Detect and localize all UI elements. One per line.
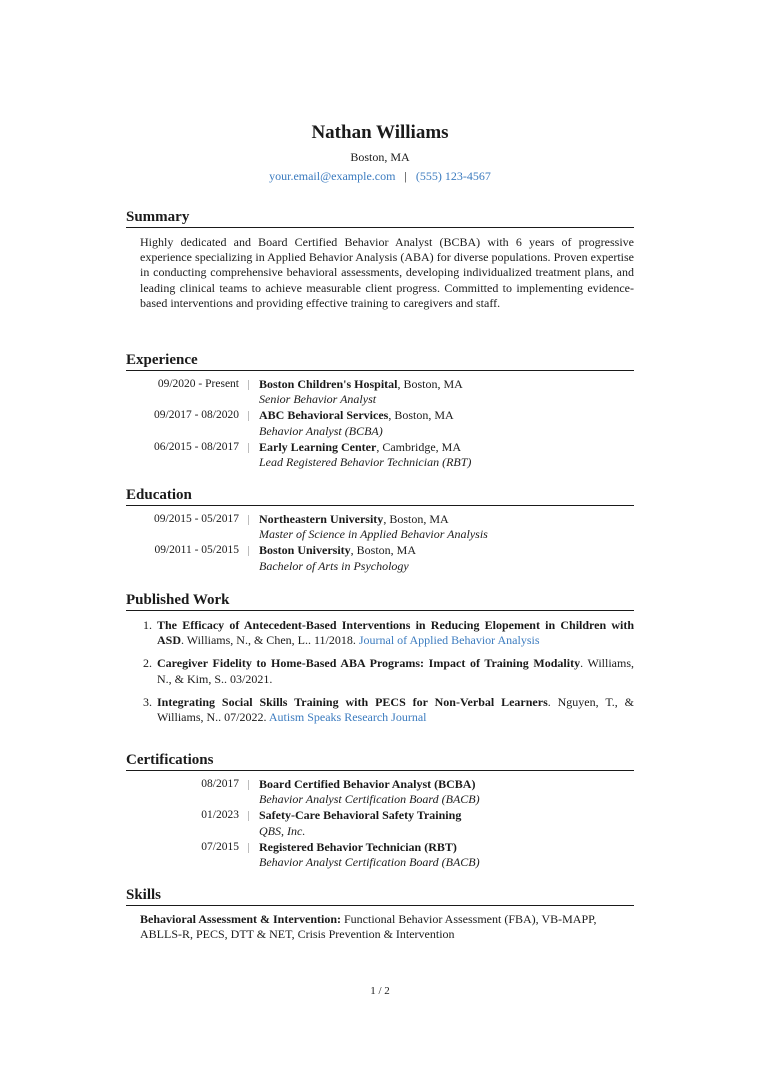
publication-title: Caregiver Fidelity to Home-Based ABA Programs: Impact of Training Modality: [157, 656, 581, 671]
employer-name: Early Learning Center: [259, 439, 377, 454]
job-title: Senior Behavior Analyst: [259, 392, 377, 407]
certifications-heading: Certifications: [126, 751, 634, 771]
certification-name: Safety-Care Behavioral Safety Training: [259, 808, 462, 823]
experience-heading: Experience: [126, 351, 634, 371]
summary-heading: Summary: [126, 208, 634, 228]
institution-name: Boston University: [259, 543, 351, 558]
education-section: [126, 486, 634, 574]
entry-date: 09/2011 - 05/2015: [154, 544, 239, 557]
entry-date: 09/2015 - 05/2017: [154, 513, 239, 525]
publication-citation: [157, 695, 634, 725]
phone-link[interactable]: (555) 123-4567: [415, 169, 491, 183]
employer-location: , Boston, MA: [388, 408, 454, 423]
experience-entry: [126, 408, 634, 438]
contact-separator: |: [404, 169, 407, 183]
publication-venue-link[interactable]: Autism Speaks Research Journal: [268, 710, 427, 725]
certification-issuer: Behavior Analyst Certification Board (BACB): [259, 855, 480, 870]
entry-date: 01/2023: [201, 809, 239, 822]
page-indicator: 1 / 2: [370, 985, 390, 997]
institution-location: , Boston, MA: [350, 543, 417, 558]
certifications-section: [126, 751, 634, 870]
date-separator: [248, 808, 249, 838]
degree: Master of Science in Applied Behavior Analysis: [259, 527, 488, 542]
institution-location: , Boston, MA: [383, 512, 449, 526]
skill-category: Behavioral Assessment & Intervention:: [140, 912, 341, 926]
entry-details: [249, 408, 454, 438]
publication-number: 2.: [143, 656, 152, 671]
entry-details: [249, 840, 480, 870]
publication-list: [126, 618, 634, 725]
publication-number: 3.: [143, 694, 152, 709]
date-separator: [248, 512, 249, 542]
entry-details: [249, 377, 463, 407]
date-separator: [248, 440, 249, 470]
job-title: Behavior Analyst (BCBA): [259, 423, 383, 438]
publication-item: [126, 618, 634, 648]
entry-date: 09/2017 - 08/2020: [154, 409, 239, 422]
skill-list: Functional Behavior Assessment (FBA), VB-MAPP, ABLLS-R, PECS, DTT & NET, Crisis Prevention & Intervention: [140, 912, 597, 942]
date-separator: [248, 377, 249, 407]
publication-title: The Efficacy of Antecedent-Based Interventions in Reducing Elopement in Children with ASD: [157, 618, 634, 648]
certification-issuer: QBS, Inc.: [259, 823, 306, 838]
employer-name: Boston Children's Hospital: [259, 377, 398, 391]
experience-section: [126, 351, 634, 470]
resume-header: [0, 121, 760, 183]
publications-section: [126, 591, 634, 725]
entry-details: [249, 543, 416, 573]
certification-name: Registered Behavior Technician (RBT): [259, 839, 457, 854]
certification-entry: [126, 777, 634, 807]
certification-list: [126, 777, 634, 870]
education-entry: [126, 543, 634, 573]
publication-citation: [157, 618, 634, 648]
contact-line: [0, 169, 760, 183]
skills-heading: Skills: [126, 886, 634, 906]
publication-venue-link[interactable]: Journal of Applied Behavior Analysis: [358, 633, 540, 648]
institution-name: Northeastern University: [259, 512, 384, 526]
experience-entry: [126, 440, 634, 470]
entry-details: [249, 808, 461, 838]
certification-issuer: Behavior Analyst Certification Board (BACB): [259, 792, 480, 807]
skills-entry: [140, 912, 634, 942]
experience-list: [126, 377, 634, 470]
skills-section: [126, 886, 634, 942]
certification-entry: [126, 808, 634, 838]
entry-date: 07/2015: [201, 840, 239, 853]
publication-item: [126, 656, 634, 686]
entry-details: [249, 440, 471, 470]
candidate-location: Boston, MA: [350, 150, 410, 164]
email-link[interactable]: your.email@example.com: [269, 169, 396, 183]
employer-location: , Boston, MA: [397, 377, 463, 391]
summary-section: [126, 208, 634, 311]
entry-date: 08/2017: [201, 778, 239, 790]
degree: Bachelor of Arts in Psychology: [259, 558, 409, 573]
education-entry: [126, 512, 634, 542]
date-separator: [248, 840, 249, 870]
publication-meta: . Williams, N., & Kim, S.. 03/2021.: [157, 656, 634, 686]
entry-details: [249, 512, 488, 542]
publications-heading: Published Work: [126, 591, 634, 611]
date-separator: [248, 777, 249, 807]
publication-citation: [157, 656, 634, 686]
publication-item: [126, 695, 634, 725]
education-heading: Education: [126, 486, 634, 506]
employer-location: , Cambridge, MA: [376, 439, 461, 454]
entry-date: 06/2015 - 08/2017: [154, 440, 239, 453]
date-separator: [248, 408, 249, 438]
certification-entry: [126, 840, 634, 870]
entry-date: 09/2020 - Present: [157, 378, 239, 390]
certification-name: Board Certified Behavior Analyst (BCBA): [259, 777, 476, 791]
employer-name: ABC Behavioral Services: [259, 408, 389, 423]
experience-entry: [126, 377, 634, 407]
publication-meta: . Nguyen, T., & Williams, N.. 07/2022.: [157, 694, 634, 725]
publication-title: Integrating Social Skills Training with PECS for Non-Verbal Learners: [157, 694, 548, 709]
education-list: [126, 512, 634, 574]
publication-meta: . Williams, N., & Chen, L.. 11/2018.: [181, 633, 359, 648]
entry-details: [249, 777, 480, 807]
summary-text: Highly dedicated and Board Certified Behavior Analyst (BCBA) with 6 years of progressive experience specializing in Applied Behavior Analysis (ABA) for diverse populations. Proven expertise in conducting comprehensive behavioral assessments, developing individualized treatment plans, and leading clinical teams to achieve measurable client progress. Committed to implementing evidence-based interventions and providing effective training to caregivers and staff.: [140, 235, 634, 310]
candidate-name: Nathan Williams: [311, 122, 449, 143]
publication-number: 1.: [143, 618, 152, 632]
date-separator: [248, 543, 249, 573]
job-title: Lead Registered Behavior Technician (RBT): [259, 455, 472, 470]
